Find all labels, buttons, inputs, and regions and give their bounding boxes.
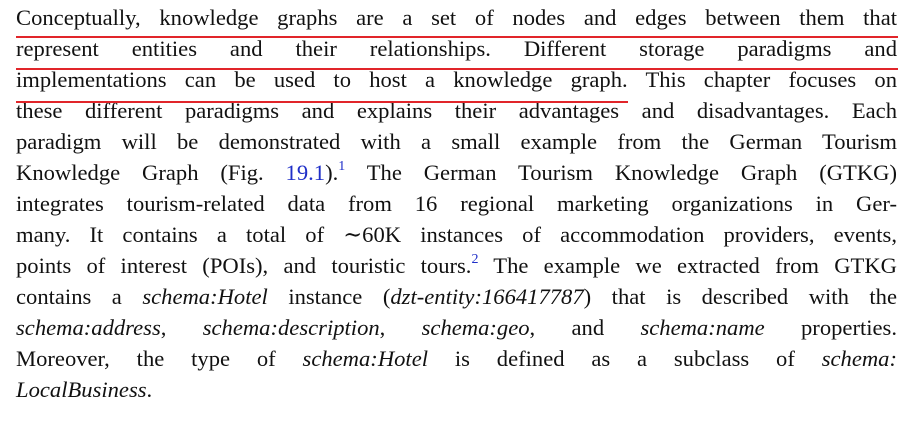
text-span: Knowledge Graph (Fig. [16, 160, 286, 185]
text-span: points of interest (POIs), and touristic tours. [16, 253, 472, 278]
text-span: integrates tourism-related data from 16 regional marketing organizations in Ger- [16, 191, 897, 216]
highlight-underline-3 [16, 101, 628, 103]
italic-term: schema:address [16, 315, 161, 340]
figure-reference-link[interactable]: 19.1 [285, 160, 326, 185]
text-span: instance ( [267, 284, 391, 309]
text-line [16, 375, 897, 405]
text-span: contains a [16, 284, 143, 309]
text-span: ). [325, 160, 339, 185]
highlight-underline-2 [16, 68, 898, 70]
text-span: The German Tourism Knowledge Graph (GTKG) [345, 160, 897, 185]
italic-term: LocalBusiness [16, 377, 147, 402]
text-span: The example we extracted from GTKG [478, 253, 897, 278]
highlight-underline-1 [16, 36, 898, 38]
text-line [16, 127, 897, 157]
text-span: paradigm will be demonstrated with a small example from the German Tourism [16, 129, 897, 154]
text-line [16, 344, 897, 374]
text-span: , and [529, 315, 641, 340]
footnote-marker[interactable]: 2 [471, 252, 479, 267]
text-line [16, 313, 897, 343]
text-line [16, 282, 897, 312]
text-span: Conceptually, knowledge graphs are a set of nodes and edges between them that [16, 5, 897, 30]
text-span: these different paradigms and explains their advantages and disadvantages. Each [16, 98, 897, 123]
text-line [16, 189, 897, 219]
text-span: many. It contains a total of ∼60K instances of accommodation providers, events, [16, 222, 897, 247]
italic-term: schema:name [640, 315, 765, 340]
footnote-marker[interactable]: 1 [338, 159, 346, 174]
text-line [16, 3, 897, 33]
text-span: ) that is described with the [583, 284, 897, 309]
text-span: is defined as a subclass of [428, 346, 822, 371]
italic-term: schema: [821, 346, 897, 371]
text-span: , [160, 315, 203, 340]
italic-term: schema:Hotel [302, 346, 429, 371]
text-span: implementations can be used to host a knowledge graph. This chapter focuses on [16, 67, 897, 92]
text-line [16, 220, 897, 250]
italic-term: schema:geo [421, 315, 530, 340]
italic-term: schema:description [202, 315, 380, 340]
text-line [16, 34, 897, 64]
text-span: . [146, 377, 153, 402]
text-span: properties. [764, 315, 897, 340]
italic-term: dzt-entity:166417787 [390, 284, 584, 309]
text-line [16, 158, 897, 188]
text-span: Moreover, the type of [16, 346, 303, 371]
text-span: , [379, 315, 422, 340]
text-span: represent entities and their relationships. Different storage paradigms and [16, 36, 897, 61]
italic-term: schema:Hotel [142, 284, 268, 309]
text-line [16, 251, 897, 281]
